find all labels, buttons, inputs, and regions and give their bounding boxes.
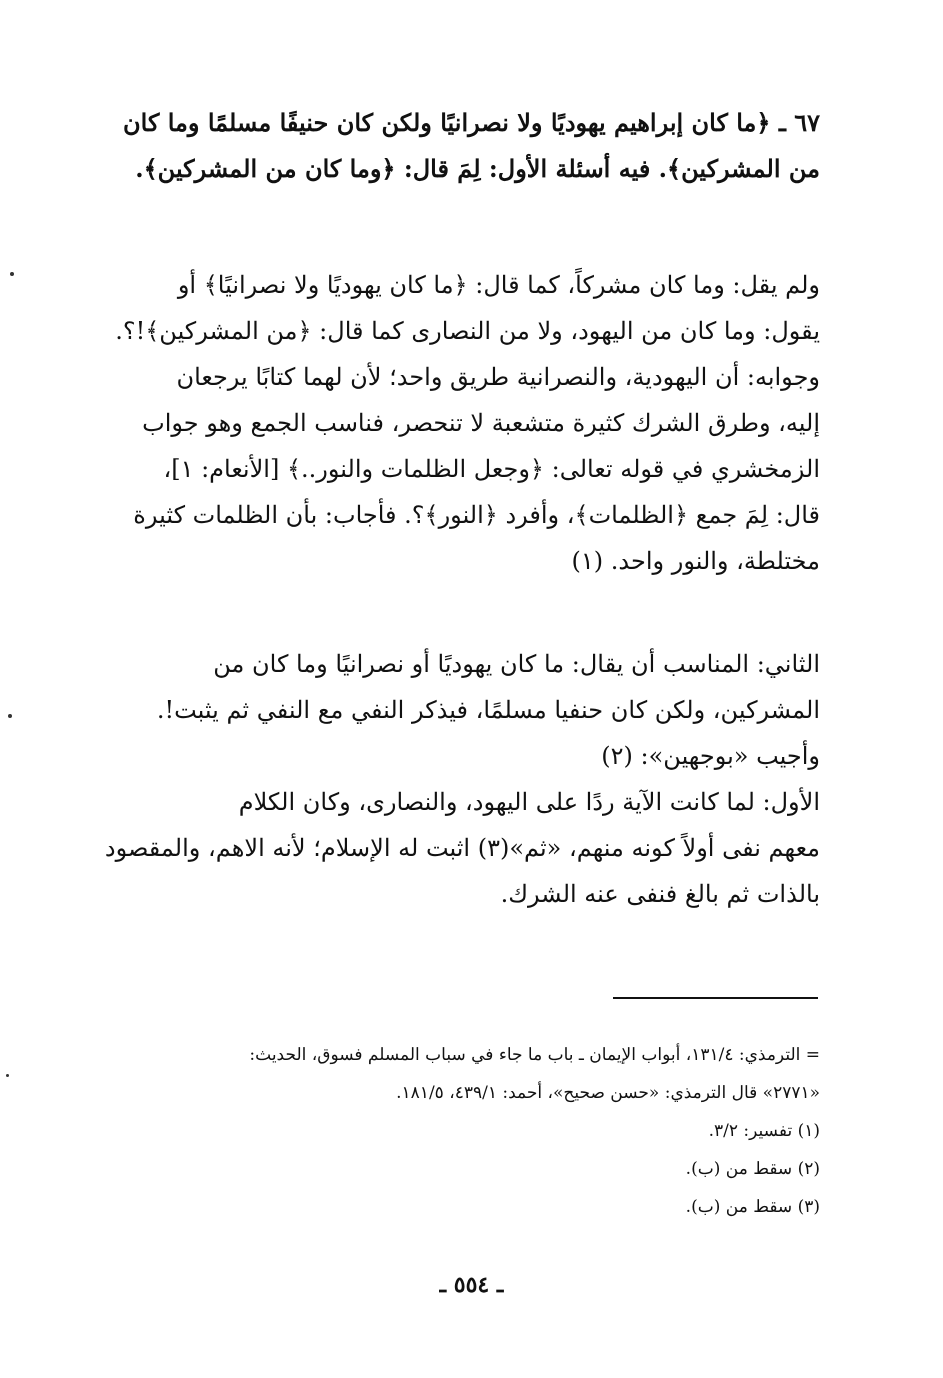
second-question-line-2: المشركين، ولكن كان حنفيا مسلمًا، فيذكر النفي مع النفي ثم يثبت!. bbox=[156, 696, 820, 724]
first-question-line-3: وجوابه: أن اليهودية، والنصرانية طريق واحد؛ لأن لهما كتابًا يرجعان bbox=[176, 363, 820, 391]
paragraph-first-question bbox=[100, 262, 820, 584]
verse-67-line-2: من المشركين﴾. فيه أسئلة الأول: لِمَ قال: ﴿وما كان من المشركين﴾. bbox=[135, 154, 820, 183]
second-question-line-1: الثاني: المناسب أن يقال: ما كان يهوديًا أو نصرانيًا وما كان من bbox=[213, 650, 820, 678]
page-number: ـ ٥٥٤ ـ bbox=[439, 1272, 504, 1298]
footnote-continuation-line-1: = الترمذي: ١٣١/٤، أبواب الإيمان ـ باب ما جاء في سباب المسلم فسوق، الحديث: bbox=[249, 1045, 820, 1065]
footnotes bbox=[100, 1036, 820, 1226]
scan-speck bbox=[6, 1074, 9, 1077]
footnote-3: (٣) سقط من (ب). bbox=[685, 1197, 820, 1217]
second-question-line-5: معهم نفى أولاً كونه منهم، «ثم»(٣) اثبت له الإسلام؛ لأنه الاهم، والمقصود bbox=[104, 834, 820, 862]
footnote-2: (٢) سقط من (ب). bbox=[685, 1159, 820, 1179]
first-question-line-6: قال: لِمَ جمع ﴿الظلمات﴾، وأفرد ﴿النور﴾؟. فأجاب: بأن الظلمات كثيرة bbox=[133, 501, 820, 529]
paragraph-verse-67 bbox=[100, 100, 820, 192]
second-question-line-6: بالذات ثم بالغ فنفى عنه الشرك. bbox=[500, 880, 820, 908]
second-question-line-3: وأجيب «بوجهين»: (٢) bbox=[601, 742, 820, 770]
second-question-line-4: الأول: لما كانت الآية ردًا على اليهود، والنصارى، وكان الكلام bbox=[238, 788, 820, 816]
first-question-line-1: ولم يقل: وما كان مشركاً، كما قال: ﴿ما كان يهوديًا ولا نصرانيًا﴾ أو bbox=[177, 271, 820, 299]
paragraph-second-question bbox=[100, 641, 820, 917]
first-question-line-7: مختلطة، والنور واحد. (١) bbox=[571, 547, 820, 575]
scan-speck bbox=[10, 272, 14, 276]
footnote-continuation-line-2: «٢٧٧١» قال الترمذي: «حسن صحيح»، أحمد: ٤٣٩/١، ١٨١/٥. bbox=[396, 1083, 820, 1103]
scan-speck bbox=[8, 714, 12, 718]
footnote-1: (١) تفسير: ٣/٢. bbox=[708, 1121, 820, 1141]
verse-67-line-1: ٦٧ ـ ﴿ما كان إبراهيم يهوديًا ولا نصرانيًا ولكن كان حنيفًا مسلمًا وما كان bbox=[123, 108, 820, 137]
first-question-line-4: إليه، وطرق الشرك كثيرة متشعبة لا تنحصر، فناسب الجمع وهو جواب bbox=[142, 409, 820, 437]
first-question-line-5: الزمخشري في قوله تعالى: ﴿وجعل الظلمات والنور..﴾ [الأنعام: ١]، bbox=[163, 455, 820, 483]
first-question-line-2: يقول: وما كان من اليهود، ولا من النصارى كما قال: ﴿من المشركين﴾!؟. bbox=[115, 317, 820, 345]
footnote-separator bbox=[613, 997, 818, 999]
